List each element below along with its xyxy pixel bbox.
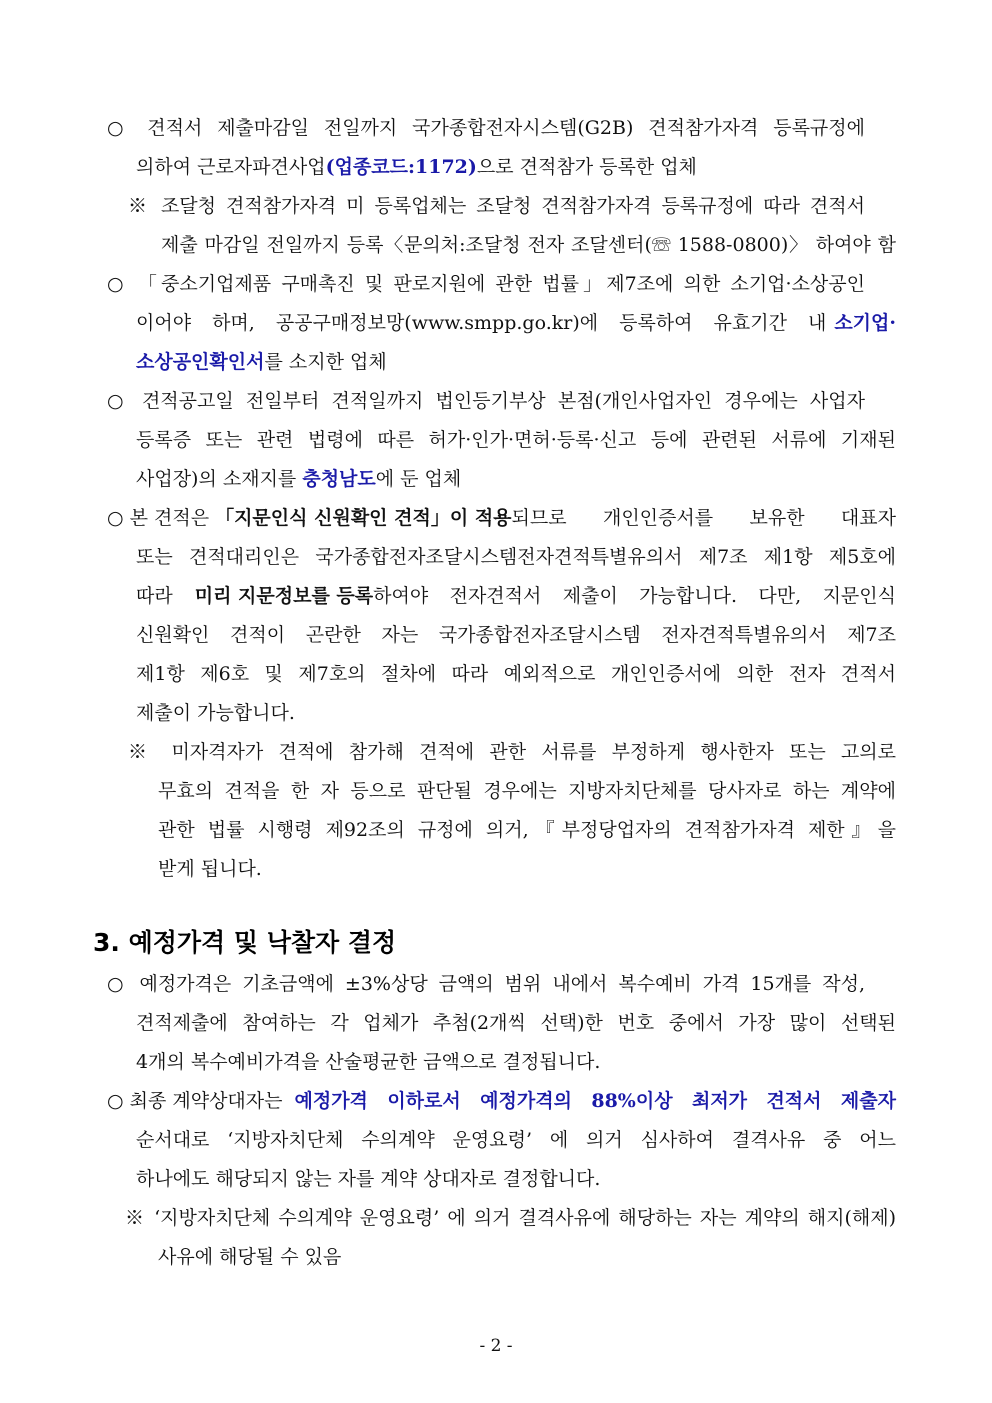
paragraph-5-line-2: 견적제출에 참여하는 각 업체가 추첨(2개씩 선택)한 번호 중에서 가장 많이 선택된	[136, 1012, 896, 1034]
business-code: (업종코드:1172)	[325, 156, 477, 178]
note-1-line-1: ※ 조달청 견적참가자격 미 등록업체는 조달청 견적참가자격 등록규정에 따라 견적서	[128, 195, 865, 217]
paragraph-4-line-6: 제출이 가능합니다.	[136, 702, 295, 724]
small-business-certificate: 소상공인확인서	[136, 351, 265, 373]
note-2-line-4: 받게 됩니다.	[158, 858, 262, 880]
note-2-line-2: 무효의 견적을 한 자 등으로 판단될 경우에는 지방자치단체를 당사자로 하는 계약에	[158, 780, 896, 802]
section-3-heading: 3. 예정가격 및 낙찰자 결정	[93, 928, 397, 957]
paragraph-2-line-2	[136, 312, 896, 334]
text-run: 사업장)의 소재지를	[136, 468, 297, 490]
page-number: - 2 -	[479, 1336, 513, 1356]
register-fingerprint-notice: 미리 지문정보를 등록	[194, 585, 374, 607]
text-run: 따라	[136, 585, 173, 607]
text-run: 에 둔 업체	[375, 468, 462, 490]
paragraph-4-line-5: 제1항 제6호 및 제7호의 절차에 따라 예외적으로 개인인증서에 의한 전자 견적서	[136, 663, 896, 685]
text-run: 하여야 전자견적서 제출이 가능합니다. 다만, 지문인식	[373, 585, 896, 607]
paragraph-1-line-2	[136, 156, 697, 178]
paragraph-4-line-2: 또는 견적대리인은 국가종합전자조달시스템전자견적특별유의서 제7조 제1항 제5호에	[136, 546, 896, 568]
text-run: 이어야 하며, 공공구매정보망(www.smpp.go.kr)에 등록하여 유효기간 내	[136, 312, 827, 334]
small-business-label: 소기업·	[834, 312, 896, 334]
paragraph-2-line-1: ○ 「중소기업제품 구매촉진 및 판로지원에 관한 법률」제7조에 의한 소기업·소상공인	[107, 273, 865, 295]
text-run: ○ 최종 계약상대자는	[107, 1090, 283, 1112]
paragraph-6-line-1	[107, 1090, 896, 1112]
fingerprint-notice: 「지문인식 신원확인 견적」이 적용	[215, 507, 512, 529]
text-run: 를 소지한 업체	[264, 351, 387, 373]
note-3-line-1: ※ ‘지방자치단체 수의계약 운영요령’ 에 의거 결격사유에 해당하는 자는 계약의 해지(해제)	[125, 1207, 896, 1229]
note-2-line-1: ※ 미자격자가 견적에 참가해 견적에 관한 서류를 부정하게 행사한자 또는 고의로	[128, 741, 896, 763]
paragraph-4-line-3	[136, 585, 896, 607]
paragraph-4-line-4: 신원확인 견적이 곤란한 자는 국가종합전자조달시스템 전자견적특별유의서 제7조	[136, 624, 896, 646]
paragraph-3-line-3	[136, 468, 461, 490]
paragraph-5-line-1: ○ 예정가격은 기초금액에 ±3%상당 금액의 범위 내에서 복수예비 가격 15개를 작성,	[107, 973, 865, 995]
note-1-line-2: 제출 마감일 전일까지 등록〈문의처:조달청 전자 조달센터(☏ 1588-0800)〉 하여야 함	[161, 234, 896, 256]
paragraph-3-line-1: ○ 견적공고일 전일부터 견적일까지 법인등기부상 본점(개인사업자인 경우에는 사업자	[107, 390, 865, 412]
paragraph-4-line-1	[107, 507, 896, 529]
paragraph-1-line-1: ○ 견적서 제출마감일 전일까지 국가종합전자시스템(G2B) 견적참가자격 등록규정에	[107, 117, 865, 139]
paragraph-6-line-3: 하나에도 해당되지 않는 자를 계약 상대자로 결정합니다.	[136, 1168, 601, 1190]
winning-criteria: 예정가격 이하로서 예정가격의 88%이상 최저가 견적서 제출자	[294, 1090, 896, 1112]
paragraph-2-line-3	[136, 351, 387, 373]
paragraph-5-line-3: 4개의 복수예비가격을 산술평균한 금액으로 결정됩니다.	[136, 1051, 601, 1073]
text-run: 의하여 근로자파견사업	[136, 156, 326, 178]
region-name: 충청남도	[302, 468, 376, 490]
note-3-line-2: 사유에 해당될 수 있음	[158, 1246, 342, 1268]
note-2-line-3: 관한 법률 시행령 제92조의 규정에 의거,『부정당업자의 견적참가자격 제한』을	[158, 819, 896, 841]
paragraph-6-line-2: 순서대로 ‘지방자치단체 수의계약 운영요령’ 에 의거 심사하여 결격사유 중 어느	[136, 1129, 896, 1151]
text-run: 되므로 개인인증서를 보유한 대표자	[511, 507, 896, 529]
text-run: ○ 본 견적은	[107, 507, 210, 529]
text-run: 으로 견적참가 등록한 업체	[476, 156, 697, 178]
paragraph-3-line-2: 등록증 또는 관련 법령에 따른 허가·인가·면허·등록·신고 등에 관련된 서류에 기재된	[136, 429, 896, 451]
